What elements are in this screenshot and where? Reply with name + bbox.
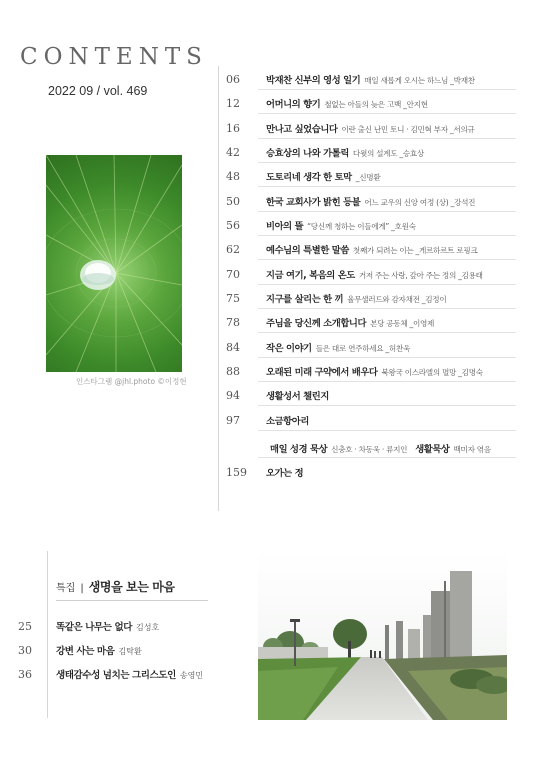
toc-subtitle: 이란 출신 난민 토니 · 김민혁 부자 _서의규 <box>341 125 475 134</box>
toc-row <box>226 121 474 137</box>
special-item-page: 25 <box>18 620 32 633</box>
toc-rule <box>258 308 516 309</box>
toc-row <box>226 194 475 210</box>
toc-row <box>226 72 475 88</box>
toc-rule <box>258 259 516 260</box>
toc-rule <box>258 89 516 90</box>
toc-rule <box>258 357 516 358</box>
garden-walkway-illustration <box>258 551 507 720</box>
toc-rule <box>258 381 516 382</box>
toc-rule <box>258 211 516 212</box>
toc-page-number: 159 <box>226 466 247 479</box>
toc-page-number: 06 <box>226 73 240 86</box>
toc-subtitle: 율무샐러드와 감자채전 _김정이 <box>347 295 447 304</box>
toc-subtitle: 철없는 아들의 늦은 고백 _안지현 <box>324 100 428 109</box>
toc-title: 소금항아리 <box>266 416 309 427</box>
toc-page-number: 50 <box>226 195 240 208</box>
special-section-divider <box>47 551 48 718</box>
toc-rule <box>258 457 516 458</box>
toc-title: 주님을 당신께 소개합니다 <box>266 318 367 329</box>
toc-page-number: 75 <box>226 292 240 305</box>
toc-subtitle: 거저 주는 사랑, 갚아 주는 정의 _김용태 <box>358 271 483 280</box>
cover-photo-lotus-leaf <box>46 155 182 372</box>
toc-subtitle: 북왕국 이스라엘의 멸망 _김명숙 <box>381 368 483 377</box>
toc-page-number: 78 <box>226 316 240 329</box>
toc-row <box>226 169 380 185</box>
issue-number: 2022 09 / vol. 469 <box>48 84 148 98</box>
toc-page-number: 16 <box>226 122 240 135</box>
special-item-author: 김탁환 <box>118 647 142 656</box>
special-item <box>18 643 142 657</box>
special-item-author: 김성호 <box>136 623 160 632</box>
special-title: 생명을 보는 마음 <box>88 580 175 594</box>
toc-row <box>226 96 428 112</box>
toc-page-number: 12 <box>226 97 240 110</box>
special-item-page: 36 <box>18 668 32 681</box>
toc-page-number: 48 <box>226 170 240 183</box>
special-header-rule <box>56 600 208 601</box>
toc-page-number: 94 <box>226 389 240 402</box>
toc-row <box>226 218 416 234</box>
toc-authors-life-meditation: 백미자 엮음 <box>453 445 491 454</box>
toc-title: 오래된 미래 구약에서 배우다 <box>266 367 378 378</box>
toc-subtitle: “당신께 청하는 이들에게” _호원숙 <box>307 222 416 231</box>
toc-subtitle: 어느 교우의 신앙 여정 (상) _강석진 <box>364 198 476 207</box>
toc-page-number: 84 <box>226 341 240 354</box>
toc-title: 작은 이야기 <box>266 343 312 354</box>
toc-rule <box>258 430 516 431</box>
toc-rule <box>258 186 516 187</box>
toc-title: 도토리네 생각 한 토막 <box>266 172 352 183</box>
toc-subtitle: _신명환 <box>355 173 381 182</box>
toc-subtitle: 첫째가 되려는 이는 _게르하르트 로핑크 <box>352 246 478 255</box>
toc-row <box>226 242 477 258</box>
toc-page-number: 62 <box>226 243 240 256</box>
toc-page-number: 70 <box>226 268 240 281</box>
toc-subtitle: 다윗의 설계도 _승효상 <box>352 149 424 158</box>
special-separator: | <box>80 583 84 594</box>
toc-row <box>226 388 329 404</box>
toc-subtitle: 들은 대로 연주하세요 _허찬욱 <box>315 344 411 353</box>
toc-rule <box>258 162 516 163</box>
toc-row <box>226 413 309 429</box>
toc-title: 어머니의 향기 <box>266 99 321 110</box>
toc-row <box>226 145 424 161</box>
toc-title: 오가는 정 <box>266 468 304 479</box>
toc-title: 만나고 싶었습니다 <box>266 124 338 135</box>
toc-rule <box>258 138 516 139</box>
toc-rule <box>258 113 516 114</box>
special-item-title: 생태감수성 넘치는 그리스도인 <box>56 670 176 681</box>
toc-row-last <box>226 465 303 481</box>
toc-row <box>226 315 434 331</box>
toc-rule <box>258 235 516 236</box>
special-item-page: 30 <box>18 644 32 657</box>
special-item <box>18 619 159 633</box>
toc-title: 박재찬 신부의 영성 일기 <box>266 75 361 86</box>
contents-heading: CONTENTS <box>20 44 208 70</box>
special-item-title: 강변 사는 마음 <box>56 646 115 657</box>
special-section-photo <box>258 551 507 720</box>
toc-rule <box>258 405 516 406</box>
toc-title: 비아의 뜰 <box>266 221 304 232</box>
toc-row <box>226 340 410 356</box>
lotus-leaf-illustration <box>46 155 182 372</box>
toc-row <box>226 291 446 307</box>
toc-title: 예수님의 특별한 말씀 <box>266 245 349 256</box>
toc-page-number: 88 <box>226 365 240 378</box>
toc-row <box>226 267 483 283</box>
toc-subtitle: 본당 공동체 _이영제 <box>370 319 435 328</box>
toc-title: 지구를 살리는 한 끼 <box>266 294 344 305</box>
toc-title: 생활성서 챌린지 <box>266 391 329 402</box>
vertical-divider <box>218 66 219 511</box>
toc-rule <box>258 284 516 285</box>
toc-page-number: 97 <box>226 414 240 427</box>
special-item <box>18 667 203 681</box>
special-item-title: 똑같은 나무는 없다 <box>56 622 133 633</box>
toc-title: 한국 교회사가 밝힌 등불 <box>266 197 361 208</box>
toc-special-line <box>270 441 491 455</box>
toc-page-number: 56 <box>226 219 240 232</box>
toc-page-number: 42 <box>226 146 240 159</box>
toc-title-daily-bible: 매일 성경 묵상 <box>270 444 328 455</box>
toc-row <box>226 364 483 380</box>
special-section-header <box>56 578 175 595</box>
toc-title: 지금 여기, 복음의 온도 <box>266 270 355 281</box>
toc-title: 승효상의 나와 가톨릭 <box>266 148 349 159</box>
toc-authors-daily-bible: 신충호 · 차동욱 · 류지인 <box>331 445 408 454</box>
special-item-author: 송영민 <box>179 671 204 680</box>
toc-rule <box>258 332 516 333</box>
photo-credit: 인스타그램 @jhl.photo ©이정현 <box>76 377 187 386</box>
toc-subtitle: 매일 새롭게 오시는 하느님 _박재찬 <box>364 76 475 85</box>
special-label: 특집 <box>56 583 76 594</box>
toc-title-life-meditation: 생활묵상 <box>415 444 450 455</box>
